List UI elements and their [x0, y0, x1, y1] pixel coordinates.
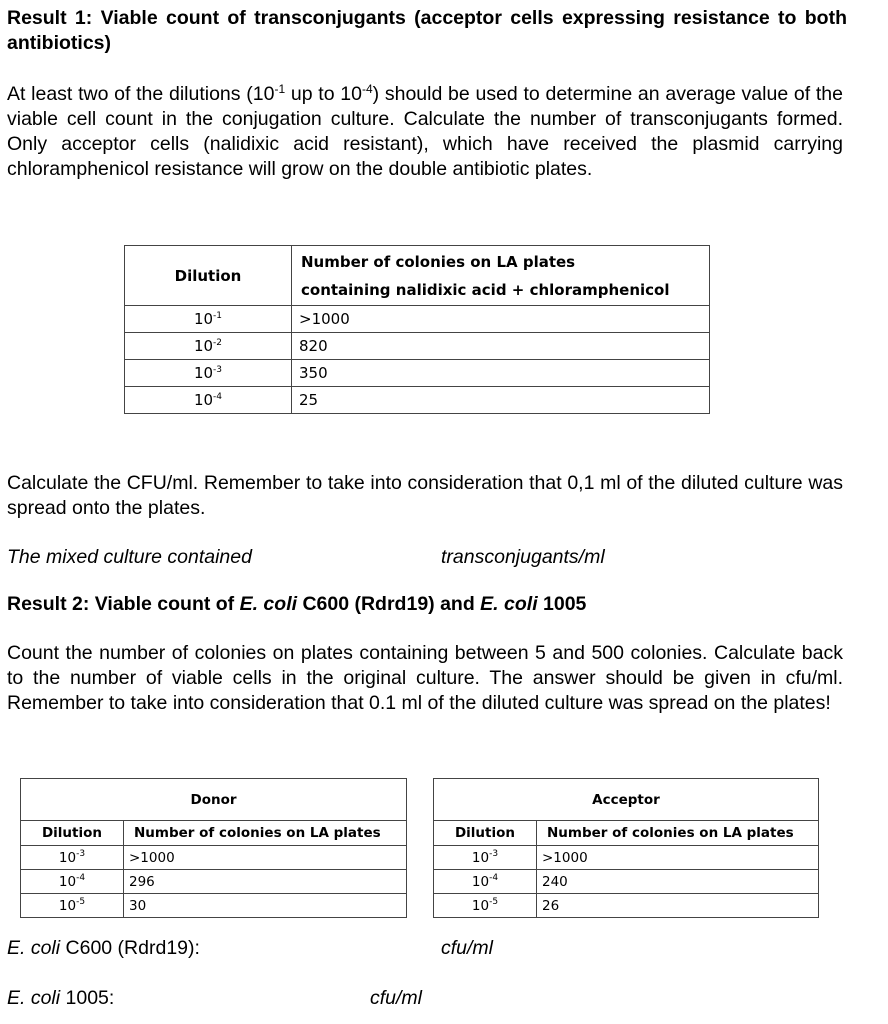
- dilution-cell: $10^{-3}$: [21, 846, 124, 870]
- dilution-cell: $10^{-5}$: [21, 894, 124, 918]
- colonies-cell: 820: [292, 333, 710, 360]
- answer-unit: transconjugants/ml: [441, 546, 605, 568]
- result2-heading: Result 2: Viable count of E. coli C600 (Rdrd19) and E. coli 1005: [7, 593, 587, 615]
- donor-dilution-header: Dilution: [21, 821, 124, 846]
- acceptor-title: Acceptor: [434, 779, 819, 821]
- calc-instruction: Calculate the CFU/ml. Remember to take into consideration that 0,1 ml of the diluted culture was spread onto the plates.: [7, 472, 843, 519]
- table-row: [21, 846, 407, 870]
- answer-label: The mixed culture contained: [7, 546, 252, 568]
- result1-para-b: up to 10: [285, 83, 362, 105]
- colonies-header: [292, 246, 710, 306]
- dilution-cell: $10^{-3}$: [125, 360, 292, 387]
- colonies-cell: >1000: [124, 846, 407, 870]
- result1-para-sup2: -4: [361, 82, 373, 96]
- answer-ecoli-c600-unit: cfu/ml: [441, 937, 494, 959]
- colonies-cell: 350: [292, 360, 710, 387]
- dilution-header: Dilution: [125, 246, 292, 306]
- dilution-cell: $10^{-4}$: [125, 387, 292, 414]
- donor-table: [20, 778, 407, 918]
- donor-title: Donor: [21, 779, 407, 821]
- table-header-row: [125, 246, 710, 306]
- table-row: [125, 333, 710, 360]
- acceptor-header-row: [434, 821, 819, 846]
- table-row: [125, 306, 710, 333]
- result2-paragraph: Count the number of colonies on plates containing between 5 and 500 colonies. Calculate back to the number of viable cells in the original culture. The answer should be given in cfu/ml. Remember to take into consideration that 0.1 ml of the diluted culture was spread on the plates!: [7, 642, 843, 714]
- colonies-cell: >1000: [292, 306, 710, 333]
- dilution-cell: $10^{-1}$: [125, 306, 292, 333]
- table-row: [21, 870, 407, 894]
- dilution-cell: $10^{-4}$: [434, 870, 537, 894]
- donor-header-row: [21, 821, 407, 846]
- table-row: [434, 846, 819, 870]
- colonies-header-line1: Number of colonies on LA plates: [301, 252, 576, 271]
- acceptor-title-row: [434, 779, 819, 821]
- colonies-cell: 30: [124, 894, 407, 918]
- donor-colonies-header: Number of colonies on LA plates: [124, 821, 407, 846]
- colonies-header-line2: containing nalidixic acid + chloramphenicol: [301, 280, 670, 299]
- result1-para-c: ) should be used to determine an average value of the viable cell count in the conjugation culture. Calculate the number of transconjugants formed. Only acceptor cells (nalidixic acid resistant), which have received the plasmid carrying chloramphenicol resistance will grow on the double antibiotic plates.: [7, 83, 843, 180]
- table-row: [434, 894, 819, 918]
- colonies-cell: 25: [292, 387, 710, 414]
- result1-paragraph: [7, 82, 843, 182]
- table-row: [21, 894, 407, 918]
- dilution-cell: $10^{-4}$: [21, 870, 124, 894]
- result1-para-a: At least two of the dilutions (10: [7, 83, 275, 105]
- donor-title-row: [21, 779, 407, 821]
- acceptor-dilution-header: Dilution: [434, 821, 537, 846]
- colonies-cell: 26: [537, 894, 819, 918]
- result1-para-sup1: -1: [274, 82, 286, 96]
- dilution-cell: $10^{-2}$: [125, 333, 292, 360]
- answer-ecoli-1005-unit: cfu/ml: [370, 987, 423, 1009]
- acceptor-colonies-header: Number of colonies on LA plates: [537, 821, 819, 846]
- colonies-cell: >1000: [537, 846, 819, 870]
- dilution-cell: $10^{-5}$: [434, 894, 537, 918]
- transconjugant-table: [124, 245, 710, 414]
- result1-heading: Result 1: Viable count of transconjugants (acceptor cells expressing resistance to both antibiotics): [7, 7, 847, 54]
- table-row: [125, 360, 710, 387]
- table-row: [434, 870, 819, 894]
- table-row: [125, 387, 710, 414]
- acceptor-table: [433, 778, 819, 918]
- answer-ecoli-c600: E. coli C600 (Rdrd19):: [7, 937, 200, 959]
- colonies-cell: 240: [537, 870, 819, 894]
- answer-ecoli-1005: E. coli 1005:: [7, 987, 115, 1009]
- dilution-cell: $10^{-3}$: [434, 846, 537, 870]
- colonies-cell: 296: [124, 870, 407, 894]
